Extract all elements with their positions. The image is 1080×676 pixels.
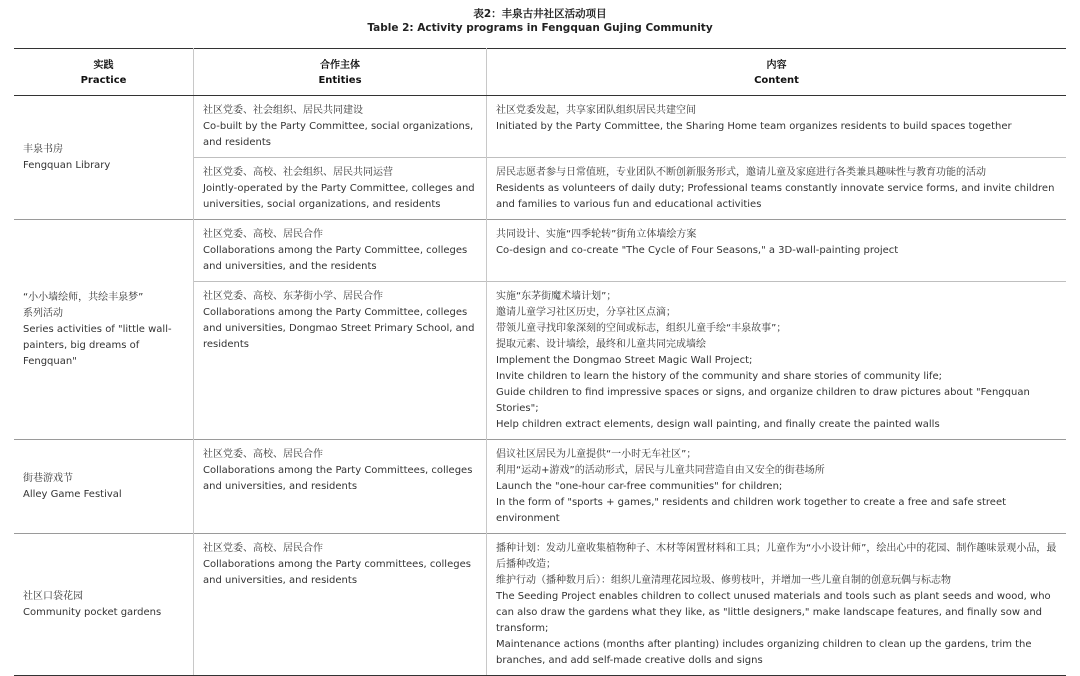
table-row	[14, 440, 1066, 534]
content-text: 居民志愿者参与日常值班，专业团队不断创新服务形式，邀请儿童及家庭进行各类兼具趣味性与教育功能的活动	[496, 167, 986, 178]
entities-text: Collaborations among the Party Committees, colleges and universities, and residents	[203, 465, 473, 492]
content-text: Co-design and co-create "The Cycle of Four Seasons," a 3D-wall-painting project	[496, 245, 899, 256]
practice-cell	[14, 220, 194, 440]
header-content-en: Content	[754, 75, 799, 86]
entities-cell	[194, 534, 487, 676]
content-text: Implement the Dongmao Street Magic Wall Project;	[496, 355, 753, 366]
content-text: 维护行动（播种数月后）：组织儿童清理花园垃圾、修剪枝叶，并增加一些儿童自制的创意玩偶与标志物	[496, 575, 951, 586]
content-cell	[487, 96, 1067, 158]
header-practice	[14, 49, 194, 96]
content-text: Maintenance actions (months after planting) includes organizing children to clean up the gardens, trim the branches, and add self-made creative dolls and signs	[496, 639, 1032, 666]
entities-text: 社区党委、高校、居民合作	[203, 543, 323, 554]
content-text: 社区党委发起，共享家团队组织居民共建空间	[496, 105, 696, 116]
header-content-zh: 内容	[766, 60, 787, 71]
practice-text: 丰泉书房	[23, 144, 63, 155]
content-cell	[487, 440, 1067, 534]
content-text: 播种计划：发动儿童收集植物种子、木材等闲置材料和工具；儿童作为“小小设计师”，绘出心中的花园、制作趣味景观小品，最后播种改造；	[496, 543, 1057, 570]
table-row	[14, 220, 1066, 282]
practice-cell	[14, 96, 194, 220]
content-text: 利用“运动+游戏”的活动形式，居民与儿童共同营造自由又安全的街巷场所	[496, 465, 825, 476]
content-text: Guide children to find impressive spaces or signs, and organize children to draw pictures about "Fengquan Stories";	[496, 387, 1030, 414]
practice-text: Alley Game Festival	[23, 489, 122, 500]
content-text: 带领儿童寻找印象深刻的空间或标志，组织儿童手绘“丰泉故事”；	[496, 323, 787, 334]
content-text: Launch the "one-hour car-free communities" for children;	[496, 481, 783, 492]
content-cell	[487, 534, 1067, 676]
header-content	[487, 49, 1067, 96]
table-title-en: Table 2: Activity programs in Fengquan Gujing Community	[367, 22, 713, 34]
content-text: 倡议社区居民为儿童提供“一小时无车社区”；	[496, 449, 697, 460]
content-text: 提取元素、设计墙绘，最终和儿童共同完成墙绘	[496, 339, 706, 350]
practice-text: Series activities of "little wall-painters, big dreams of Fengquan"	[23, 324, 172, 367]
table-row	[14, 96, 1066, 158]
table-row	[14, 534, 1066, 676]
practice-text: 社区口袋花园	[23, 591, 83, 602]
practice-cell	[14, 534, 194, 676]
header-entities-en: Entities	[318, 75, 362, 86]
entities-text: 社区党委、高校、居民合作	[203, 229, 323, 240]
entities-text: Collaborations among the Party committees, colleges and universities, and residents	[203, 559, 471, 586]
entities-text: Jointly-operated by the Party Committee, colleges and universities, social organizations, and residents	[203, 183, 475, 210]
table-body	[14, 96, 1066, 676]
entities-text: 社区党委、高校、东茅街小学、居民合作	[203, 291, 383, 302]
header-entities	[194, 49, 487, 96]
entities-cell	[194, 282, 487, 440]
activity-programs-table	[14, 48, 1066, 676]
practice-text: Community pocket gardens	[23, 607, 162, 618]
entities-text: Co-built by the Party Committee, social organizations, and residents	[203, 121, 474, 148]
entities-text: 社区党委、高校、社会组织、居民共同运营	[203, 167, 393, 178]
content-text: Initiated by the Party Committee, the Sharing Home team organizes residents to build spaces together	[496, 121, 1012, 132]
entities-cell	[194, 220, 487, 282]
content-text: Residents as volunteers of daily duty; Professional teams constantly innovate service forms, and invite children and families to various fun and educational activities	[496, 183, 1055, 210]
practice-text: 系列活动	[23, 308, 63, 319]
content-text: 邀请儿童学习社区历史，分享社区点滴；	[496, 307, 676, 318]
entities-cell	[194, 440, 487, 534]
header-practice-en: Practice	[80, 75, 127, 86]
content-text: Help children extract elements, design wall painting, and finally create the painted walls	[496, 419, 940, 430]
practice-text: Fengquan Library	[23, 160, 111, 171]
entities-text: 社区党委、社会组织、居民共同建设	[203, 105, 363, 116]
practice-cell	[14, 440, 194, 534]
content-text: The Seeding Project enables children to collect unused materials and tools such as plant seeds and wood, who can also draw the gardens what they like, as "little designers," make landscape features, and finally sow and transform;	[496, 591, 1051, 634]
practice-text: “小小墙绘师，共绘丰泉梦”	[23, 292, 144, 303]
entities-text: Collaborations among the Party Committee, colleges and universities, and the residents	[203, 245, 468, 272]
content-text: In the form of "sports + games," residents and children work together to create a free and safe street environment	[496, 497, 1007, 524]
content-text: 实施“东茅街魔术墙计划”；	[496, 291, 617, 302]
content-cell	[487, 282, 1067, 440]
entities-text: 社区党委、高校、居民合作	[203, 449, 323, 460]
header-practice-zh: 实践	[93, 60, 114, 71]
content-cell	[487, 158, 1067, 220]
entities-cell	[194, 158, 487, 220]
table-title-zh: 表2：丰泉古井社区活动项目	[473, 8, 607, 20]
content-text: Invite children to learn the history of the community and share stories of community life;	[496, 371, 942, 382]
content-cell	[487, 220, 1067, 282]
table-header-row	[14, 49, 1066, 96]
entities-text: Collaborations among the Party Committee, colleges and universities, Dongmao Street Primary School, and residents	[203, 307, 475, 350]
header-entities-zh: 合作主体	[320, 60, 360, 71]
practice-text: 街巷游戏节	[23, 473, 73, 484]
content-text: 共同设计、实施“四季轮转”街角立体墙绘方案	[496, 229, 697, 240]
entities-cell	[194, 96, 487, 158]
